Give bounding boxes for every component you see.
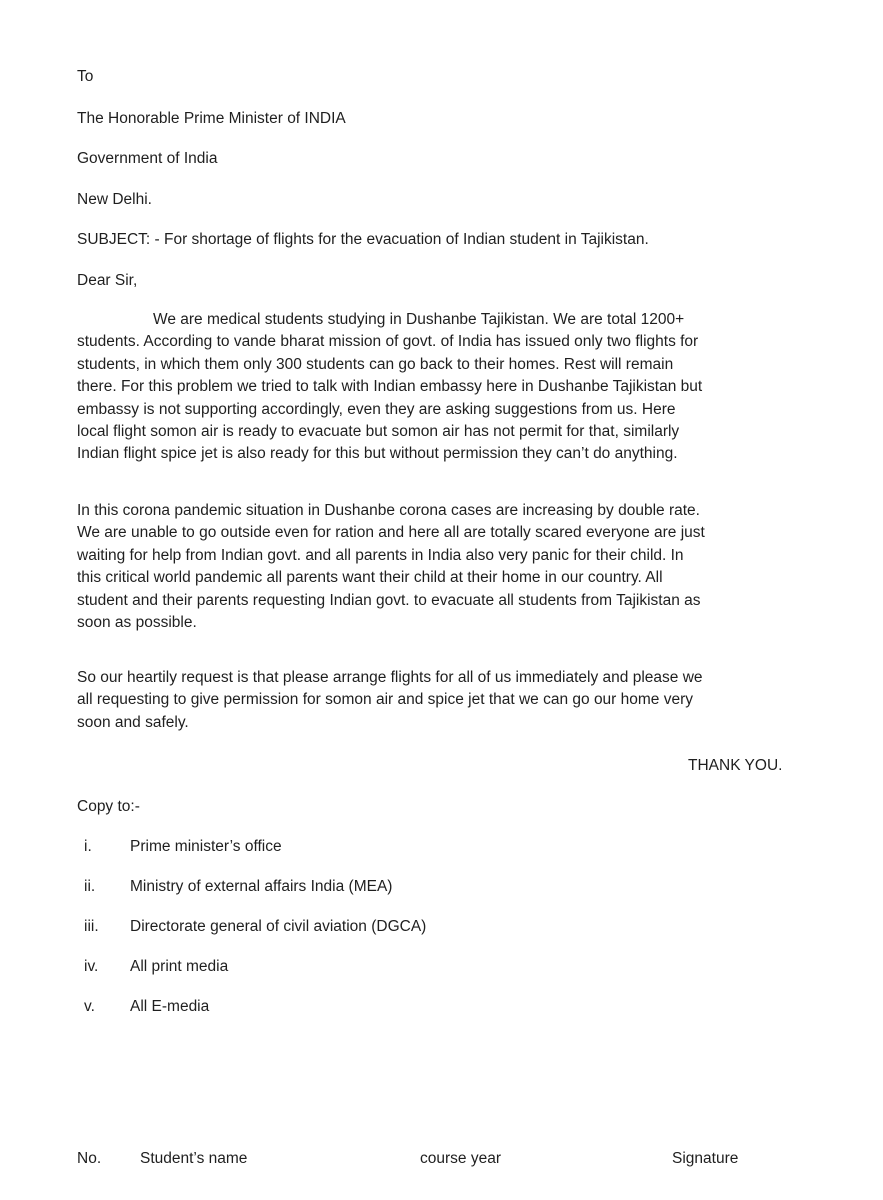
- paragraph-line: We are medical students studying in Dushanbe Tajikistan. We are total 1200+: [153, 311, 685, 328]
- paragraph-line: Indian flight spice jet is also ready for this but without permission they can’t do anything.: [77, 445, 678, 463]
- copy-to-number: iii.: [84, 918, 99, 935]
- copy-to-number: v.: [84, 998, 95, 1015]
- address-to: To: [77, 68, 94, 85]
- paragraph-line: student and their parents requesting Indian govt. to evacuate all students from Tajikistan as: [77, 591, 701, 609]
- paragraph-line: embassy is not supporting accordingly, even they are asking suggestions from us. Here: [77, 400, 676, 418]
- paragraph-line: So our heartily request is that please arrange flights for all of us immediately and please we: [77, 669, 703, 686]
- closing-thank-you: THANK YOU.: [688, 757, 783, 774]
- paragraph-line: all requesting to give permission for somon air and spice jet that we can go our home very: [77, 691, 694, 709]
- paragraph-line: this critical world pandemic all parents want their child at their home in our country. All: [77, 569, 663, 587]
- body-paragraph-1: [77, 309, 807, 466]
- copy-to-number: ii.: [84, 878, 96, 895]
- copy-to-number: i.: [84, 838, 92, 855]
- copy-to-text: Prime minister’s office: [130, 838, 282, 855]
- body-paragraph-3: [77, 667, 807, 734]
- paragraph-line: waiting for help from Indian govt. and all parents in India also very panic for their child. In: [77, 546, 684, 564]
- paragraph-line: soon and safely.: [77, 713, 189, 731]
- address-recipient: The Honorable Prime Minister of INDIA: [77, 110, 346, 127]
- copy-to-number: iv.: [84, 958, 99, 975]
- paragraph-line: We are unable to go outside even for ration and here all are totally scared everyone are just: [77, 524, 705, 542]
- paragraph-line: there. For this problem we tried to talk with Indian embassy here in Dushanbe Tajikistan but: [77, 378, 703, 396]
- paragraph-line: students. According to vande bharat mission of govt. of India has issued only two flights for: [77, 333, 699, 351]
- copy-to-text: Directorate general of civil aviation (DGCA): [130, 918, 427, 935]
- address-city: New Delhi.: [77, 191, 152, 208]
- letter-salutation: Dear Sir,: [77, 272, 138, 289]
- paragraph-line: soon as possible.: [77, 614, 197, 632]
- paragraph-line: In this corona pandemic situation in Dushanbe corona cases are increasing by double rate.: [77, 502, 700, 519]
- address-organization: Government of India: [77, 150, 218, 167]
- table-header-course-year: course year: [420, 1150, 501, 1167]
- letter-subject: SUBJECT: - For shortage of flights for the evacuation of Indian student in Tajikistan.: [77, 231, 649, 248]
- table-header-number: No.: [77, 1150, 102, 1167]
- copy-to-text: Ministry of external affairs India (MEA): [130, 878, 393, 895]
- copy-to-text: All E-media: [130, 998, 210, 1015]
- table-header-student-name: Student’s name: [140, 1150, 248, 1167]
- paragraph-line: local flight somon air is ready to evacuate but somon air has not permit for that, similarly: [77, 423, 680, 441]
- copy-to-label: Copy to:-: [77, 798, 140, 815]
- body-paragraph-2: [77, 500, 807, 634]
- copy-to-text: All print media: [130, 958, 229, 975]
- table-header-signature: Signature: [672, 1150, 739, 1167]
- paragraph-line: students, in which them only 300 students can go back to their homes. Rest will remain: [77, 355, 674, 373]
